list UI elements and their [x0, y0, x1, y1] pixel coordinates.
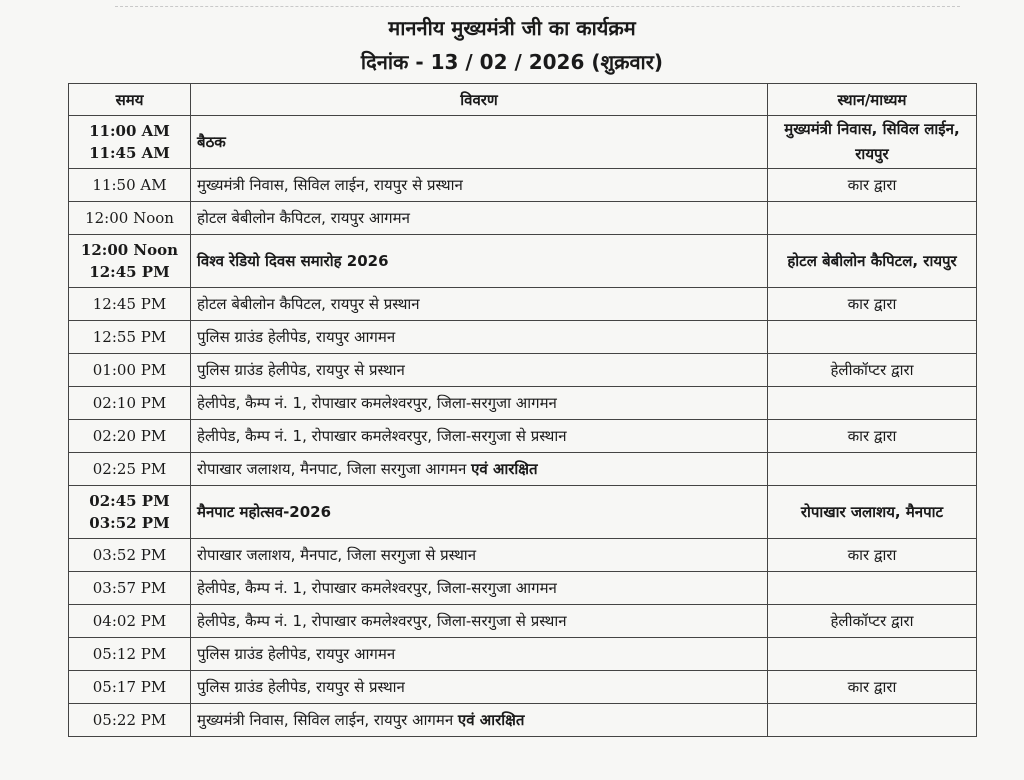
location-cell: [768, 202, 977, 235]
time-start: 04:02 PM: [92, 612, 167, 630]
description-cell: [191, 235, 768, 288]
description-reserved-suffix: एवं आरक्षित: [457, 711, 525, 729]
description-text: हेलीपेड, कैम्प नं. 1, रोपाखार कमलेश्वरपुर, जिला-सरगुजा से प्रस्थान: [197, 427, 567, 445]
location-cell: [768, 704, 977, 737]
location-cell: मुख्यमंत्री निवास, सिविल लाईन, रायपुर: [768, 116, 977, 169]
time-end: 11:45 AM: [89, 144, 170, 162]
table-row: [69, 235, 977, 288]
time-start: 03:52 PM: [92, 546, 167, 564]
time-cell: [69, 288, 191, 321]
time-cell: [69, 704, 191, 737]
description-cell: [191, 354, 768, 387]
location-cell: हेलीकॉप्टर द्वारा: [768, 605, 977, 638]
table-row: [69, 288, 977, 321]
description-text: पुलिस ग्राउंड हेलीपेड, रायपुर आगमन: [197, 328, 396, 346]
description-cell: [191, 704, 768, 737]
time-cell: [69, 539, 191, 572]
date-line: दिनांक - 13 / 02 / 2026 (शुक्रवार): [360, 50, 664, 74]
description-text: पुलिस ग्राउंड हेलीपेड, रायपुर से प्रस्थान: [197, 678, 405, 696]
description-cell: [191, 572, 768, 605]
time-end: 03:52 PM: [89, 514, 170, 532]
table-row: [69, 420, 977, 453]
location-cell: कार द्वारा: [768, 671, 977, 704]
time-start: 05:17 PM: [92, 678, 167, 696]
location-cell: [768, 321, 977, 354]
table-row: [69, 572, 977, 605]
description-text: रोपाखार जलाशय, मैनपाट, जिला सरगुजा से प्रस्थान: [197, 546, 477, 564]
description-cell: [191, 638, 768, 671]
time-start: 02:25 PM: [92, 460, 167, 478]
time-cell: [69, 169, 191, 202]
time-cell: [69, 321, 191, 354]
description-cell: [191, 288, 768, 321]
description-text: बैठक: [197, 133, 226, 151]
table-row: [69, 671, 977, 704]
time-cell: [69, 420, 191, 453]
description-text: होटल बेबीलोन कैपिटल, रायपुर से प्रस्थान: [197, 295, 420, 313]
location-cell: [768, 387, 977, 420]
description-cell: [191, 321, 768, 354]
description-text: मुख्यमंत्री निवास, सिविल लाईन, रायपुर से प्रस्थान: [197, 176, 463, 194]
location-cell: [768, 453, 977, 486]
description-cell: [191, 453, 768, 486]
description-cell: [191, 420, 768, 453]
time-start: 02:10 PM: [92, 394, 167, 412]
location-cell: कार द्वारा: [768, 539, 977, 572]
table-row: [69, 638, 977, 671]
location-cell: कार द्वारा: [768, 420, 977, 453]
time-start: 12:00 Noon: [80, 241, 179, 259]
schedule-table: [68, 83, 977, 737]
time-start: 12:00 Noon: [85, 209, 174, 227]
time-cell: [69, 671, 191, 704]
time-cell: [69, 116, 191, 169]
time-cell: [69, 453, 191, 486]
time-start: 11:50 AM: [92, 176, 167, 194]
location-cell: कार द्वारा: [768, 288, 977, 321]
description-cell: [191, 202, 768, 235]
description-cell: [191, 169, 768, 202]
time-start: 05:22 PM: [92, 711, 167, 729]
top-divider: [115, 6, 960, 7]
description-cell: [191, 539, 768, 572]
description-cell: [191, 387, 768, 420]
time-cell: [69, 638, 191, 671]
description-text: मैनपाट महोत्सव-2026: [197, 503, 332, 521]
description-text: हेलीपेड, कैम्प नं. 1, रोपाखार कमलेश्वरपुर, जिला-सरगुजा आगमन: [197, 579, 557, 597]
description-text: हेलीपेड, कैम्प नं. 1, रोपाखार कमलेश्वरपुर, जिला-सरगुजा आगमन: [197, 394, 557, 412]
time-cell: [69, 387, 191, 420]
location-cell: कार द्वारा: [768, 169, 977, 202]
table-row: [69, 453, 977, 486]
time-start: 02:45 PM: [89, 492, 170, 510]
time-cell: [69, 235, 191, 288]
description-text: पुलिस ग्राउंड हेलीपेड, रायपुर आगमन: [197, 645, 396, 663]
description-cell: [191, 671, 768, 704]
time-cell: [69, 605, 191, 638]
location-cell: रोपाखार जलाशय, मैनपाट: [768, 486, 977, 539]
location-cell: होटल बेबीलोन कैपिटल, रायपुर: [768, 235, 977, 288]
description-reserved-suffix: एवं आरक्षित: [471, 460, 538, 478]
time-start: 11:00 AM: [89, 122, 170, 140]
time-start: 02:20 PM: [92, 427, 167, 445]
description-cell: [191, 116, 768, 169]
table-row: [69, 387, 977, 420]
table-row: [69, 605, 977, 638]
location-cell: [768, 572, 977, 605]
table-row: [69, 539, 977, 572]
time-start: 05:12 PM: [92, 645, 167, 663]
table-row: [69, 169, 977, 202]
time-start: 12:45 PM: [92, 295, 167, 313]
description-text: विश्व रेडियो दिवस समारोह 2026: [197, 252, 389, 270]
time-cell: [69, 486, 191, 539]
page-title: माननीय मुख्यमंत्री जी का कार्यक्रम: [388, 16, 636, 40]
table-header-row: [69, 84, 977, 116]
table-row: [69, 486, 977, 539]
time-cell: [69, 354, 191, 387]
description-text: हेलीपेड, कैम्प नं. 1, रोपाखार कमलेश्वरपुर, जिला-सरगुजा से प्रस्थान: [197, 612, 567, 630]
column-header-description: विवरण: [191, 84, 768, 116]
table-row: [69, 321, 977, 354]
time-start: 01:00 PM: [92, 361, 167, 379]
description-cell: [191, 605, 768, 638]
table-row: [69, 202, 977, 235]
column-header-location: स्थान/माध्यम: [768, 84, 977, 116]
location-cell: [768, 638, 977, 671]
description-text: पुलिस ग्राउंड हेलीपेड, रायपुर से प्रस्थान: [197, 361, 405, 379]
description-cell: [191, 486, 768, 539]
table-row: [69, 704, 977, 737]
time-start: 03:57 PM: [92, 579, 167, 597]
description-text: होटल बेबीलोन कैपिटल, रायपुर आगमन: [197, 209, 410, 227]
location-cell: हेलीकॉप्टर द्वारा: [768, 354, 977, 387]
table-row: [69, 116, 977, 169]
time-start: 12:55 PM: [92, 328, 167, 346]
description-text: रोपाखार जलाशय, मैनपाट, जिला सरगुजा आगमन: [197, 460, 472, 478]
time-cell: [69, 572, 191, 605]
time-end: 12:45 PM: [89, 263, 170, 281]
column-header-time: समय: [69, 84, 191, 116]
table-row: [69, 354, 977, 387]
time-cell: [69, 202, 191, 235]
description-text: मुख्यमंत्री निवास, सिविल लाईन, रायपुर आगमन: [197, 711, 458, 729]
